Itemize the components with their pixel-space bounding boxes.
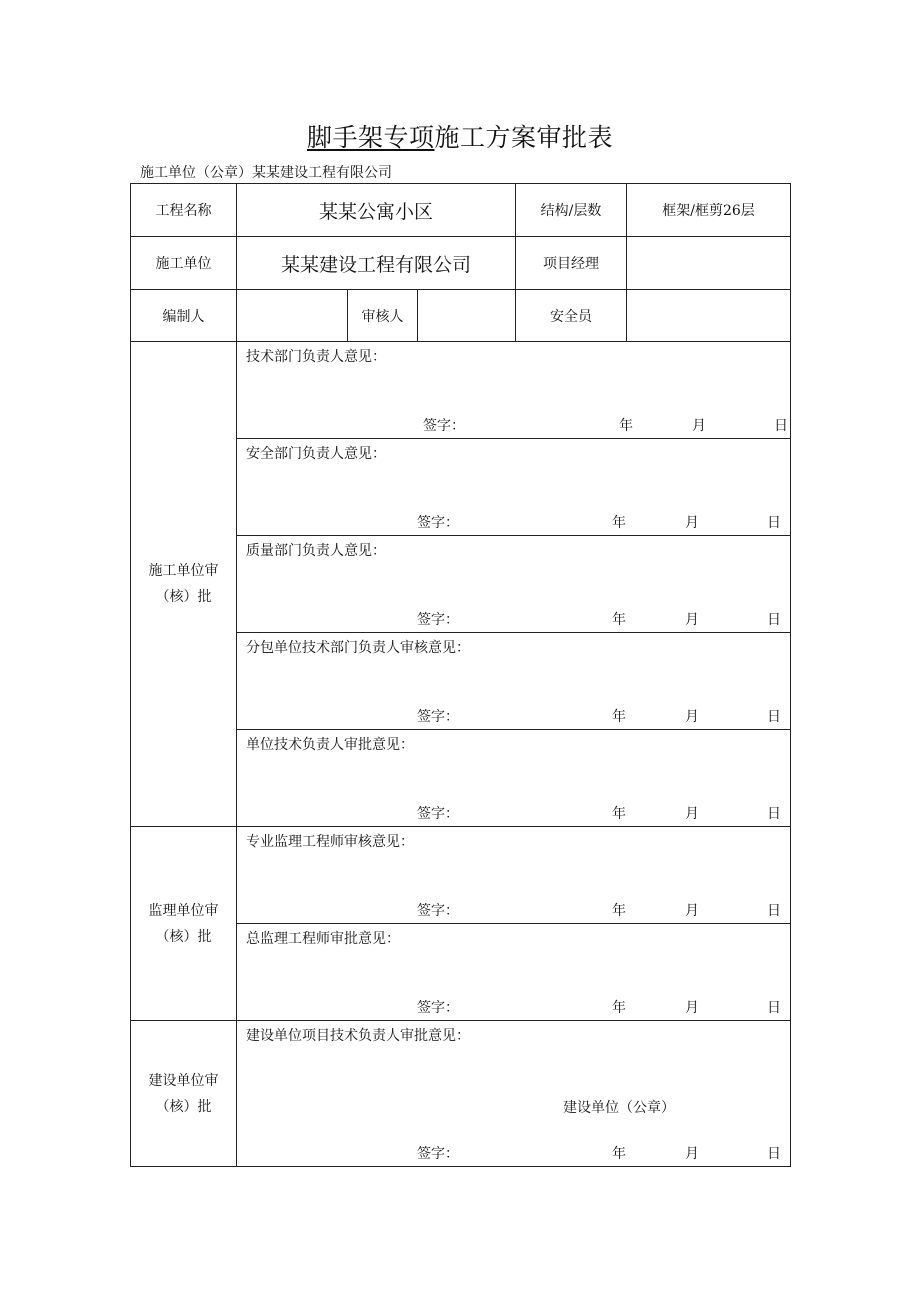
supervision-section-label: 监理单位审 （核）批 — [131, 827, 237, 1021]
sign-label: 签字： — [417, 1146, 459, 1162]
sign-month: 月 — [692, 418, 706, 434]
opinion-prompt: 质量部门负责人意见： — [246, 543, 386, 559]
sign-day: 日 — [774, 418, 788, 434]
sign-day: 日 — [767, 612, 781, 628]
opinion-owner-tech-lead[interactable] — [237, 1021, 791, 1167]
safety-label: 安全员 — [516, 290, 627, 342]
opinion-unit-tech-lead[interactable] — [237, 730, 791, 827]
sign-month: 月 — [685, 806, 699, 822]
row-people — [131, 290, 791, 342]
sign-year: 年 — [612, 1000, 626, 1016]
opinion-chief-supervisor[interactable] — [237, 924, 791, 1021]
safety-field[interactable] — [627, 290, 791, 342]
sign-month: 月 — [685, 612, 699, 628]
approval-form-table — [130, 183, 791, 1167]
opinion-quality-dept[interactable] — [237, 536, 791, 633]
sign-year: 年 — [612, 1146, 626, 1162]
project-name-label: 工程名称 — [131, 184, 237, 237]
row-project-name — [131, 184, 791, 237]
opinion-prompt: 专业监理工程师审核意见： — [246, 834, 414, 850]
pm-label: 项目经理 — [516, 237, 627, 290]
owner-stamp-label: 建设单位（公章） — [563, 1100, 675, 1116]
row-construction-unit — [131, 237, 791, 290]
unit-label: 施工单位 — [131, 237, 237, 290]
sign-month: 月 — [685, 1000, 699, 1016]
reviewer-label: 审核人 — [348, 290, 418, 342]
sign-year: 年 — [619, 418, 633, 434]
sign-label: 签字： — [417, 612, 459, 628]
sign-day: 日 — [767, 806, 781, 822]
construction-section-label: 施工单位审 （核）批 — [131, 342, 237, 827]
sign-year: 年 — [612, 903, 626, 919]
sign-label: 签字： — [423, 418, 465, 434]
sign-day: 日 — [767, 903, 781, 919]
opinion-prompt: 总监理工程师审批意见： — [246, 931, 400, 947]
sign-day: 日 — [767, 1000, 781, 1016]
sign-label: 签字： — [417, 806, 459, 822]
sign-month: 月 — [685, 709, 699, 725]
sign-label: 签字： — [417, 1000, 459, 1016]
sign-month: 月 — [685, 515, 699, 531]
sign-year: 年 — [612, 709, 626, 725]
structure-value[interactable]: 框架/框剪26层 — [627, 184, 791, 237]
author-label: 编制人 — [131, 290, 237, 342]
opinion-subcontractor-tech[interactable] — [237, 633, 791, 730]
opinion-specialist-supervisor[interactable] — [237, 827, 791, 924]
sign-year: 年 — [612, 612, 626, 628]
sign-day: 日 — [767, 1146, 781, 1162]
sign-day: 日 — [767, 515, 781, 531]
sign-month: 月 — [685, 1146, 699, 1162]
sign-day: 日 — [767, 709, 781, 725]
opinion-tech-dept[interactable] — [237, 342, 791, 439]
sign-year: 年 — [612, 806, 626, 822]
title-rest: 施工方案审批表 — [434, 123, 614, 152]
sign-label: 签字： — [417, 903, 459, 919]
opinion-prompt: 技术部门负责人意见： — [246, 349, 386, 365]
sign-label: 签字： — [417, 709, 459, 725]
opinion-prompt: 单位技术负责人审批意见： — [246, 737, 414, 753]
reviewer-field[interactable] — [418, 290, 516, 342]
sign-year: 年 — [612, 515, 626, 531]
project-name-value[interactable]: 某某公寓小区 — [237, 184, 516, 237]
structure-label: 结构/层数 — [516, 184, 627, 237]
opinion-prompt: 安全部门负责人意见： — [246, 446, 386, 462]
page-title — [0, 118, 920, 154]
construction-unit-line: 施工单位（公章）某某建设工程有限公司 — [140, 165, 392, 181]
sign-label: 签字： — [417, 515, 459, 531]
opinion-prompt: 分包单位技术部门负责人审核意见： — [246, 640, 470, 656]
title-underlined-part: 脚手架专项 — [306, 123, 435, 152]
owner-section-label: 建设单位审 （核）批 — [131, 1021, 237, 1167]
opinion-prompt: 建设单位项目技术负责人审批意见： — [246, 1028, 470, 1044]
unit-value[interactable]: 某某建设工程有限公司 — [237, 237, 516, 290]
sign-month: 月 — [685, 903, 699, 919]
pm-field[interactable] — [627, 237, 791, 290]
opinion-safety-dept[interactable] — [237, 439, 791, 536]
author-field[interactable] — [237, 290, 348, 342]
